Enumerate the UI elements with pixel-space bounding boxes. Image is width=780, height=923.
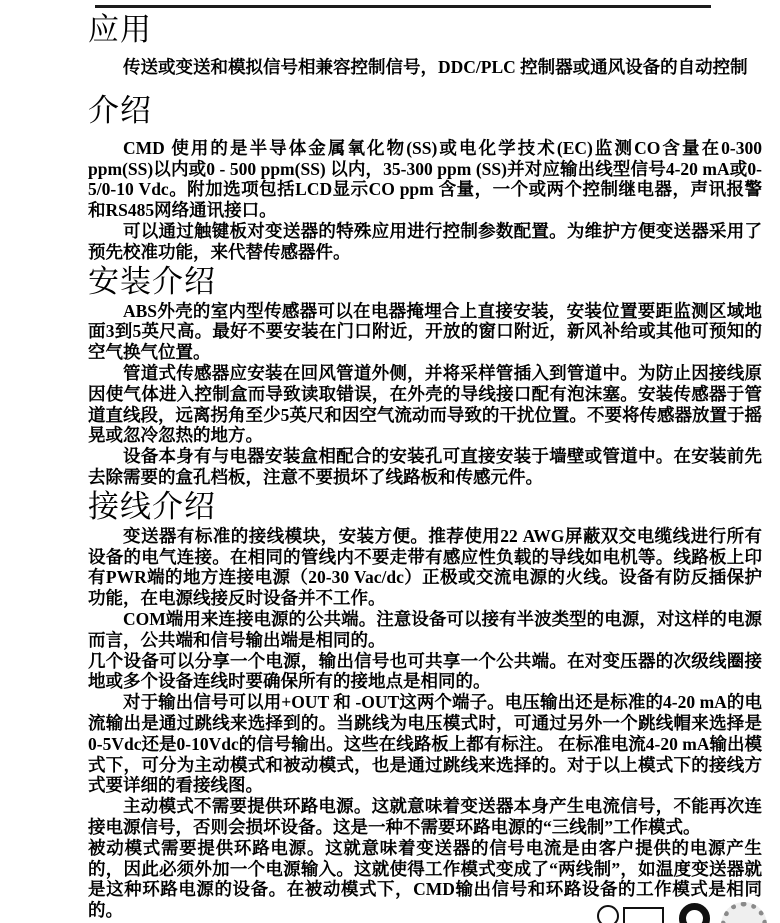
paragraph: CMD 使用的是半导体金属氧化物(SS)或电化学技术(EC)监测CO含量在0-300 ppm(SS)以内或0 - 500 ppm(SS) 以内，35-300 ppm (SS)并对应输出线型信号4-20 mA或0-5/0-10 Vdc。附加选项包括LCD显示CO ppm 含量，一个或两个控制继电器，声讯报警和RS485网络通讯接口。: [88, 137, 762, 221]
paragraph: 管道式传感器应安装在回风管道外侧，并将采样管插入到管道中。为防止因接线原因使气体进入控制盒而导致读取错误，在外壳的导线接口配有泡沫塞。安装传感器于管道直线段，远离拐角至少5英尺和因空气流动而导致的干扰位置。不要将传感器放置于摇晃或忽冷忽热的地方。: [88, 362, 762, 446]
paragraph: 设备本身有与电器安装盒相配合的安装孔可直接安装于墙壁或管道中。在安装前先去除需要的盒孔档板，注意不要损坏了线路板和传感元件。: [88, 446, 762, 487]
section-introduction: [88, 92, 762, 263]
paragraph: 可以通过触键板对变送器的特殊应用进行控制参数配置。为维护方便变送器采用了预先校准功能，来代替传感器件。: [88, 220, 762, 262]
section-wiring: [88, 488, 762, 921]
top-rule: [95, 5, 711, 8]
section-heading-application: 应用: [88, 12, 152, 47]
paragraph: 主动模式不需要提供环路电源。这就意味着变送器本身产生电流信号，不能再次连接电源信号，否则会损坏设备。这是一种不需要环路电源的“三线制”工作模式。: [88, 796, 762, 837]
seal-mark-icon: [721, 902, 767, 923]
section-heading-installation: 安装介绍: [88, 263, 216, 299]
section-heading-wiring: 接线介绍: [88, 488, 216, 524]
paragraph: ABS外壳的室内型传感器可以在电器掩埋合上直接安装，安装位置要距监测区域地面3到5英尺高。最好不要安装在门口附近，开放的窗口附近，新风补给或其他可预知的空气换气位置。: [88, 300, 762, 363]
paragraph: 几个设备可以分享一个电源，输出信号也可共享一个公共端。在对变压器的次级线圈接地或多个设备连线时要确保所有的接地点是相同的。: [88, 650, 762, 692]
square-mark-icon: [623, 907, 664, 923]
paragraph: 被动模式需要提供环路电源。这就意味着变送器的信号电流是由客户提供的电源产生的，因此必须外加一个电源输入。这就使得工作模式变成了“两线制”，如温度变送器就是这种环路电源的设备。在被动模式下，CMD输出信号和环路设备的工作模式是相同的。: [88, 837, 762, 921]
paragraph: 变送器有标准的接线模块，安装方便。推荐使用22 AWG屏蔽双交电缆线进行所有设备的电气连接。在相同的管线内不要走带有感应性负载的导线如电机等。线路板上印有PWR端的地方连接电源（20-30 Vac/dc）正极或交流电源的火线。设备有防反插保护功能，在电源线接反时设备并不工作。: [88, 525, 762, 609]
certification-marks: [595, 902, 775, 923]
paragraph: 传送或变送和模拟信号相兼容控制信号，DDC/PLC 控制器或通风设备的自动控制: [123, 57, 748, 77]
paragraph: 对于输出信号可以用+OUT 和 -OUT这两个端子。电压输出还是标准的4-20 mA的电流输出是通过跳线来选择到的。当跳线为电压模式时，可通过另外一个跳线帽来选择是0-5Vdc还是0-10Vdc的信号输出。这些在线路板上都有标注。 在标准电流4-20 mA输出模式下，可分为主动模式和被动模式，也是通过跳线来选择的。对于以上模式下的接线方式要详细的看接线图。: [88, 692, 762, 796]
ul-mark-icon: [679, 903, 710, 923]
section-application: [88, 11, 762, 78]
paragraph: COM端用来连接电源的公共端。注意设备可以接有半波类型的电源，对这样的电源而言，公共端和信号输出端是相同的。: [88, 608, 762, 650]
circle-mark-icon: [597, 905, 619, 923]
section-heading-introduction: 介绍: [88, 92, 152, 128]
section-installation: [88, 263, 762, 488]
